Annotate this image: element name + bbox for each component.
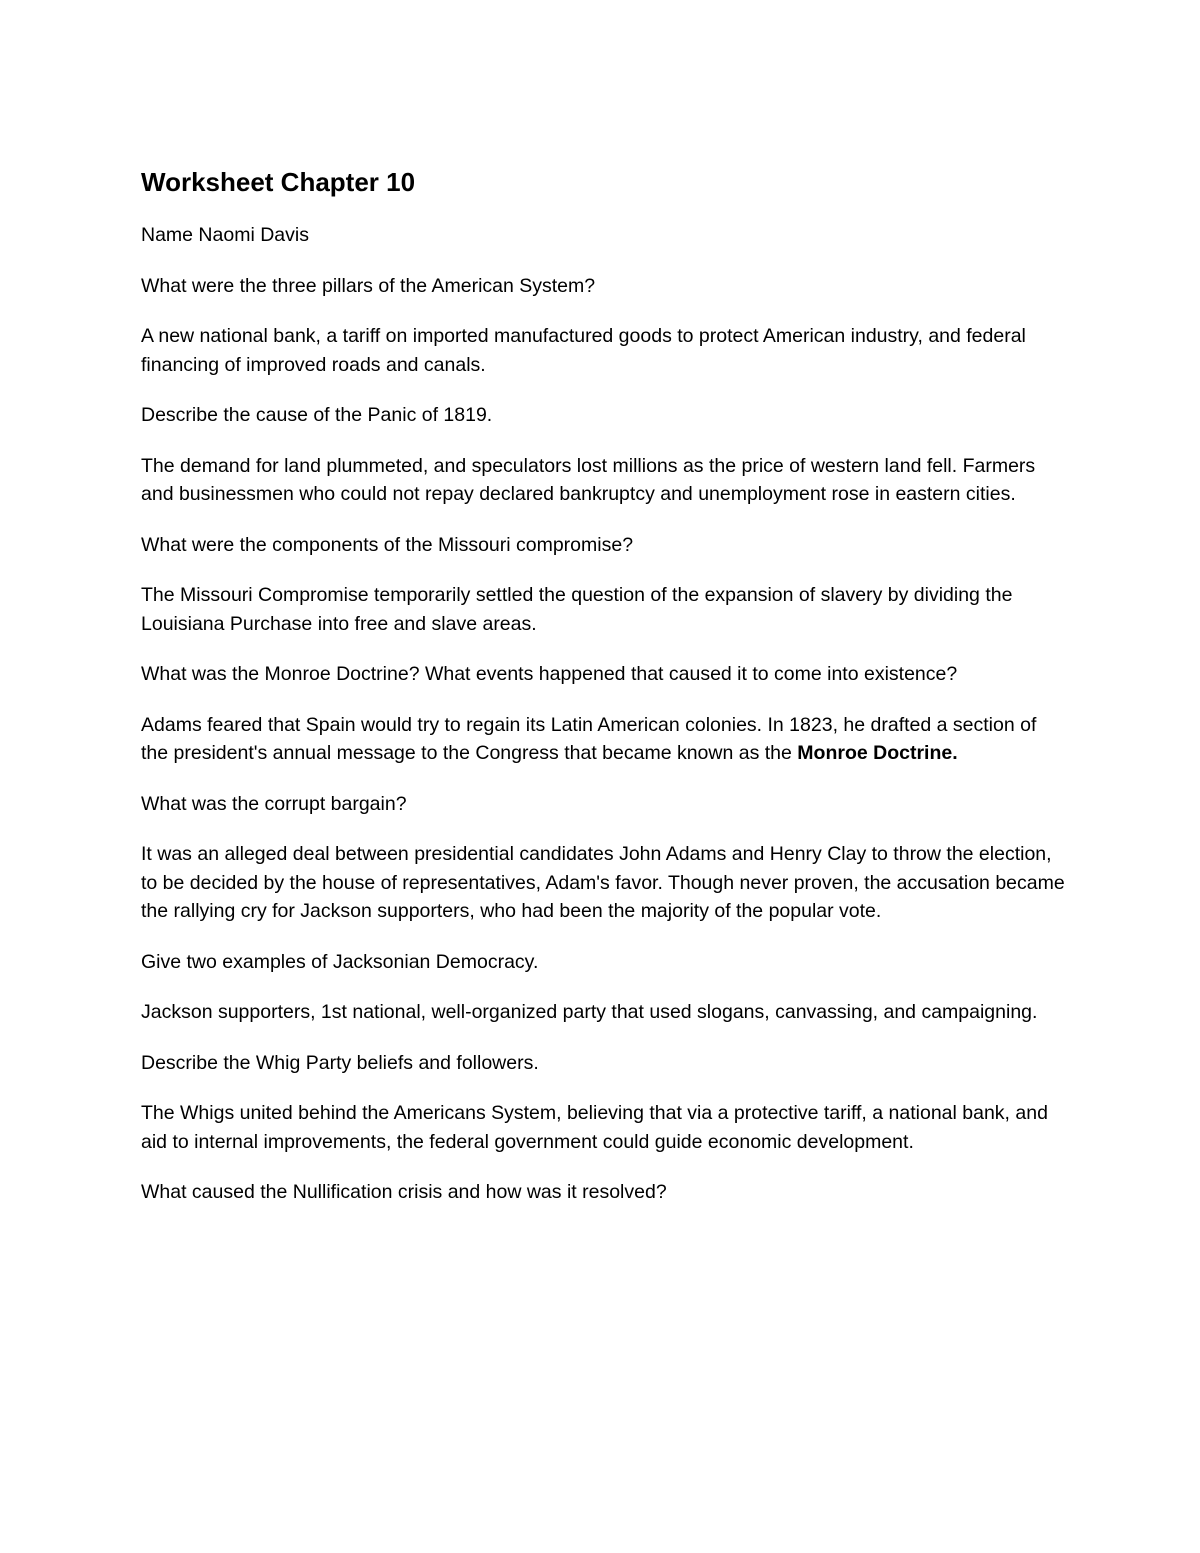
answer-2: The demand for land plummeted, and speculators lost millions as the price of western land fell. Farmers and businessmen who could not repay declared bankruptcy and unemployment rose in eastern cities.	[141, 454, 1036, 505]
question-6: Give two examples of Jacksonian Democracy.	[141, 950, 539, 973]
answer-1: A new national bank, a tariff on imported manufactured goods to protect American industry, and federal financing of improved roads and canals.	[141, 325, 1026, 376]
answer-5: It was an alleged deal between presidential candidates John Adams and Henry Clay to throw the election, to be decided by the house of representatives, Adam's favor. Though never proven, the accusation became the rallying cry for Jackson supporters, who had been the majority of the popular vote.	[141, 843, 1065, 922]
question-8: What caused the Nullification crisis and how was it resolved?	[141, 1181, 667, 1203]
question-5: What was the corrupt bargain?	[141, 792, 407, 815]
question-2: Describe the cause of the Panic of 1819.	[141, 404, 493, 426]
question-7: Describe the Whig Party beliefs and followers.	[141, 1051, 539, 1074]
answer-3: The Missouri Compromise temporarily settled the question of the expansion of slavery by dividing the Louisiana Purchase into free and slave areas.	[141, 584, 1013, 635]
answer-4	[141, 711, 1066, 768]
question-3: What were the components of the Missouri compromise?	[141, 533, 634, 556]
answer-6: Jackson supporters, 1st national, well-organized party that used slogans, canvassing, and campaigning.	[141, 1001, 1038, 1023]
answer-4-text: Adams feared that Spain would try to regain its Latin American colonies. In 1823, he drafted a section of the president's annual message to the Congress that became known as the	[141, 713, 1037, 764]
document-title: Worksheet Chapter 10	[141, 167, 416, 197]
question-1: What were the three pillars of the American System?	[141, 274, 596, 297]
student-name-line: Name Naomi Davis	[141, 224, 309, 246]
monroe-doctrine-bold: Monroe Doctrine.	[797, 742, 958, 764]
question-4: What was the Monroe Doctrine? What events happened that caused it to come into existence?	[141, 663, 958, 685]
answer-7: The Whigs united behind the Americans System, believing that via a protective tariff, a national bank, and aid to internal improvements, the federal government could guide economic development.	[141, 1102, 1048, 1153]
document-page	[141, 166, 1066, 1229]
